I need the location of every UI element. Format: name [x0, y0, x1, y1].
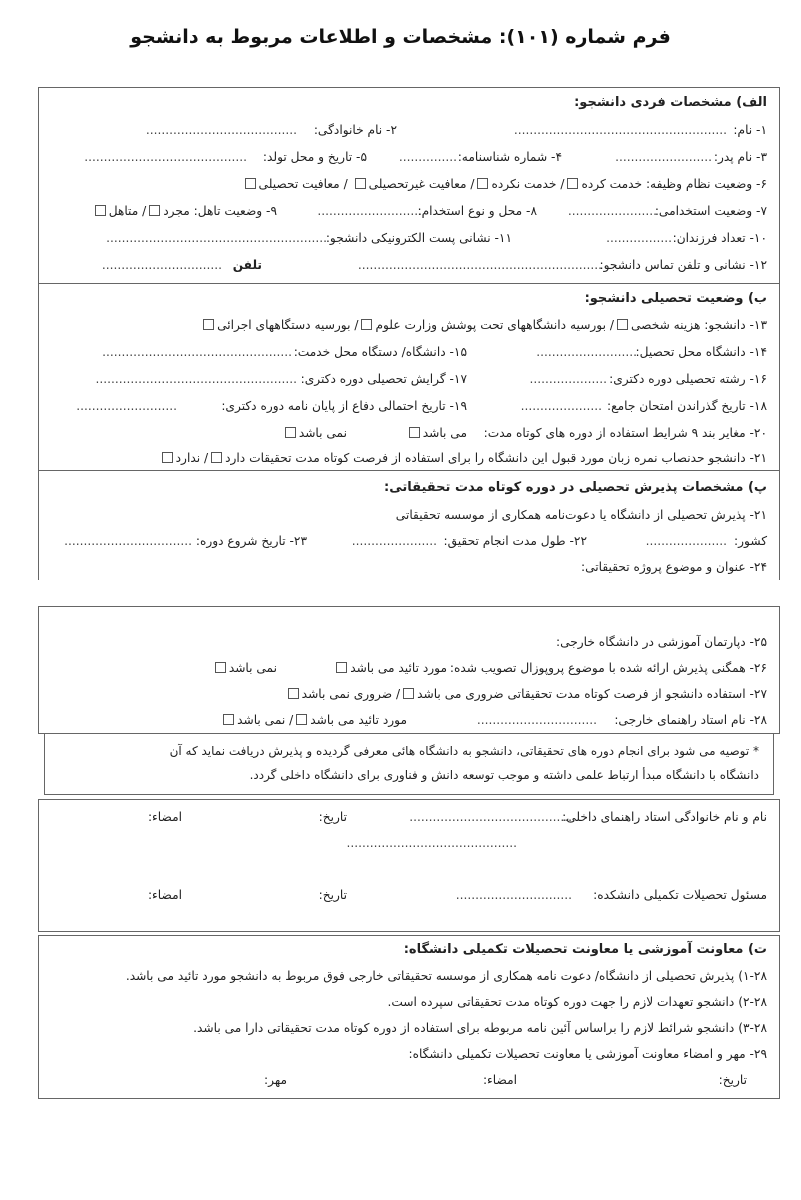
- signature-section: [38, 799, 780, 932]
- duration-field[interactable]: ......................: [351, 534, 437, 548]
- recommendation-note: [44, 733, 774, 795]
- defense-date-field[interactable]: ..........................: [76, 399, 177, 413]
- internal-advisor-label: نام و نام خانوادگی استاد راهنمای داخلی:: [562, 810, 767, 824]
- exam-date-field[interactable]: .....................: [520, 399, 602, 413]
- checkbox[interactable]: [223, 714, 234, 725]
- checkbox[interactable]: [285, 427, 296, 438]
- graduate-officer-label: مسئول تحصیلات تکمیلی دانشکده:: [593, 888, 767, 902]
- admission-label: ۲۱- پذیرش تحصیلی از دانشگاه یا دعوت‌نامه همکاری از موسسه تحقیقاتی: [395, 508, 767, 522]
- employment-place-label: ۸- محل و نوع استخدام:: [417, 204, 537, 218]
- employer-field[interactable]: .................................................: [102, 345, 292, 359]
- specialization-label: ۱۷- گرایش تحصیلی دوره دکتری:: [300, 372, 467, 386]
- major-field[interactable]: ....................: [529, 372, 607, 386]
- email-label: ۱۱- نشانی پست الکترونیکی دانشجو:: [325, 231, 512, 245]
- checkbox[interactable]: [355, 178, 366, 189]
- necessity: ۲۷- استفاده دانشجو از فرصت کوتاه مدت تحقیقاتی ضروری می باشد/ ضروری نمی باشد: [285, 685, 767, 703]
- checkbox[interactable]: [403, 688, 414, 699]
- internal-advisor-field-2[interactable]: ............................................: [346, 836, 517, 850]
- father-name-label: ۳- نام پدر:: [713, 150, 767, 164]
- specialization-field[interactable]: ....................................................: [95, 372, 297, 386]
- section-heading: ب) وضعیت تحصیلی دانشجو:: [584, 291, 767, 306]
- first-name-label: ۱- نام:: [733, 123, 767, 137]
- checkbox[interactable]: [567, 178, 578, 189]
- language-score: ۲۱- دانشجو حدنصاب نمره زبان مورد قبول این دانشگاه را برای استفاده از فرصت کوتاه مدت تحقیقات دارد/ ندارد: [159, 449, 767, 467]
- checkbox[interactable]: [336, 662, 347, 673]
- last-name-field[interactable]: .......................................: [145, 123, 297, 137]
- seal-signature-label: ۲۹- مهر و امضاء معاونت آموزشی یا معاونت تحصیلات تکمیلی دانشگاه:: [408, 1047, 767, 1061]
- employment-field[interactable]: .......................: [567, 204, 657, 218]
- proposal-match-yes: مورد تائید می باشد: [333, 659, 447, 677]
- graduate-officer-field[interactable]: ..............................: [455, 888, 572, 902]
- clause9-no: نمی باشد: [282, 424, 347, 442]
- date-label: تاریخ:: [318, 810, 347, 824]
- id-number-label: ۴- شماره شناسنامه:: [457, 150, 562, 164]
- section-heading: پ) مشخصات پذیرش تحصیلی در دوره کوتاه مدت تحقیقاتی:: [384, 480, 767, 495]
- employment-place-field[interactable]: ...........................: [317, 204, 422, 218]
- checkbox[interactable]: [95, 205, 106, 216]
- seal-label: مهر:: [264, 1073, 287, 1087]
- date-label: تاریخ:: [718, 1073, 747, 1087]
- birth-field[interactable]: ..........................................: [84, 150, 247, 164]
- foreign-advisor-approval: مورد تائید می باشد/ نمی باشد: [220, 711, 407, 729]
- approval-item-1: ۱-۲۸) پذیرش تحصیلی از دانشگاه/ دعوت نامه همکاری از موسسه تحقیقاتی خارجی فوق مربوط به دانشجو مورد تائید می باشد.: [125, 969, 767, 983]
- checkbox[interactable]: [215, 662, 226, 673]
- start-date-field[interactable]: .................................: [64, 534, 192, 548]
- date-label: تاریخ:: [318, 888, 347, 902]
- approval-item-3: ۳-۲۸) دانشجو شرائط لازم را براساس آئین نامه مربوطه برای استفاده از دوره کوتاه مدت تحقیقاتی دارا می باشد.: [193, 1021, 767, 1035]
- employer-label: ۱۵- دانشگاه/ دستگاه محل خدمت:: [293, 345, 467, 359]
- project-title-label: ۲۴- عنوان و موضوع پروژه تحقیقاتی:: [581, 560, 767, 574]
- checkbox[interactable]: [245, 178, 256, 189]
- note-line-2: دانشگاه با دانشگاه مبدأ ارتباط علمی داشته و موجب توسعه دانش و فناوری برای دانشگاه داخلی گردد.: [249, 768, 759, 782]
- id-number-field[interactable]: ...............: [398, 150, 457, 164]
- foreign-advisor-field[interactable]: ...............................: [476, 713, 597, 727]
- sign-label: امضاء:: [482, 1073, 517, 1087]
- email-field[interactable]: .........................................................: [106, 231, 327, 245]
- section-admission: [38, 470, 780, 580]
- phone-label: تلفن: [232, 258, 262, 272]
- checkbox[interactable]: [288, 688, 299, 699]
- children-field[interactable]: .................: [606, 231, 672, 245]
- father-name-field[interactable]: .........................: [615, 150, 712, 164]
- checkbox[interactable]: [477, 178, 488, 189]
- marital-status: ۹- وضعیت تاهل: مجرد/ متاهل: [92, 202, 277, 220]
- funding-type: ۱۳- دانشجو: هزینه شخصی/ بورسیه دانشگاههای تحت پوشش وزارت علوم/ بورسیه دستگاههای اجرائی: [200, 316, 767, 334]
- duration-label: ۲۲- طول مدت انجام تحقیق:: [443, 534, 587, 548]
- note-line-1: * توصیه می شود برای انجام دوره های تحقیقاتی، دانشجو به دانشگاه هائی معرفی گردیده و پذیرش دریافت نماید که آن: [169, 744, 759, 758]
- proposal-match-no: نمی باشد: [212, 659, 277, 677]
- section-vice-chancellor: [38, 935, 780, 1099]
- military-status: ۶- وضعیت نظام وظیفه: خدمت کرده/ خدمت نکرده/ معافیت غیرتحصیلی / معافیت تحصیلی: [242, 175, 767, 193]
- checkbox[interactable]: [296, 714, 307, 725]
- phone-field[interactable]: ...............................: [101, 258, 222, 272]
- birth-label: ۵- تاریخ و محل تولد:: [262, 150, 367, 164]
- section-heading: الف) مشخصات فردی دانشجو:: [574, 95, 767, 110]
- checkbox[interactable]: [203, 319, 214, 330]
- address-field[interactable]: ...............................................................: [357, 258, 602, 272]
- clause9-label: ۲۰- مغایر بند ۹ شرایط استفاده از دوره های کوتاه مدت:: [483, 426, 767, 440]
- last-name-label: ۲- نام خانوادگی:: [313, 123, 397, 137]
- exam-date-label: ۱۸- تاریخ گذراندن امتحان جامع:: [607, 399, 767, 413]
- sign-label: امضاء:: [147, 888, 182, 902]
- university-field[interactable]: ..........................: [536, 345, 637, 359]
- sign-label: امضاء:: [147, 810, 182, 824]
- clause9-yes: می باشد: [406, 424, 467, 442]
- internal-advisor-field[interactable]: ..........................................: [409, 810, 572, 824]
- address-label: ۱۲- نشانی و تلفن تماس دانشجو:: [599, 258, 767, 272]
- major-label: ۱۶- رشته تحصیلی دوره دکتری:: [609, 372, 767, 386]
- section-continuation: [38, 606, 780, 734]
- checkbox[interactable]: [211, 452, 222, 463]
- university-label: ۱۴- دانشگاه محل تحصیل:: [635, 345, 767, 359]
- section-academic: [38, 283, 780, 471]
- section-personal: [38, 87, 780, 284]
- first-name-field[interactable]: .......................................................: [513, 123, 727, 137]
- foreign-advisor-label: ۲۸- نام استاد راهنمای خارجی:: [614, 713, 767, 727]
- checkbox[interactable]: [409, 427, 420, 438]
- defense-date-label: ۱۹- تاریخ احتمالی دفاع از پایان نامه دوره دکتری:: [221, 399, 467, 413]
- start-date-label: ۲۳- تاریخ شروع دوره:: [195, 534, 307, 548]
- approval-item-2: ۲-۲۸) دانشجو تعهدات لازم را جهت دوره کوتاه مدت تحقیقاتی سپرده است.: [387, 995, 767, 1009]
- checkbox[interactable]: [361, 319, 372, 330]
- checkbox[interactable]: [162, 452, 173, 463]
- checkbox[interactable]: [617, 319, 628, 330]
- country-label: کشور:: [734, 534, 767, 548]
- department-label: ۲۵- دپارتمان آموزشی در دانشگاه خارجی:: [556, 635, 767, 649]
- form-title: فرم شماره (۱۰۱): مشخصات و اطلاعات مربوط به دانشجو: [130, 26, 671, 48]
- employment-label: ۷- وضعیت استخدامی:: [654, 204, 767, 218]
- country-field[interactable]: .....................: [645, 534, 727, 548]
- proposal-match-label: ۲۶- همگنی پذیرش ارائه شده با موضوع پروپوزال تصویب شده:: [449, 661, 767, 675]
- checkbox[interactable]: [149, 205, 160, 216]
- section-heading: ت) معاونت آموزشی یا معاونت تحصیلات تکمیلی دانشگاه:: [403, 942, 767, 957]
- children-label: ۱۰- تعداد فرزندان:: [672, 231, 767, 245]
